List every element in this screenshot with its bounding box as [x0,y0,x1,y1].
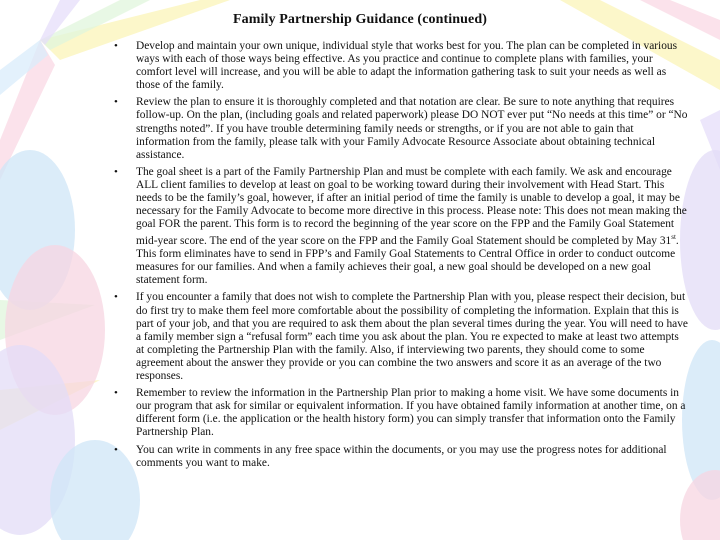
list-item [108,387,688,439]
ordinal-superscript: st [671,233,676,242]
page-title: Family Partnership Guidance (continued) [233,12,487,27]
list-item [108,166,688,288]
bullet-icon: • [114,165,118,178]
list-item [108,444,688,470]
list-item [108,96,688,161]
bullet-text: If you encounter a family that does not wish to complete the Partnership Plan with you, please respect their decision, but do first try to make them feel more comfortable about the possibility of completing the information. Explain that this is part of your job, and that you are required to ask them about the plan several times during the year. You will need to have a family member sign a “refusal form” each time you ask about the plan. You re expected to make at least two attempts at completing the Partnership Plan with the family. Also, if interviewing two parents, they should come to some agreement about the answer they provide or you can combine the two answers and score it as an average of the two responses. [136,291,688,383]
bullet-icon: • [114,96,118,109]
bullet-icon: • [114,387,118,400]
bullet-text-part: The goal sheet is a part of the Family Partnership Plan and must be complete with each family. We ask and encourage ALL client families to develop at least on goal to be working toward during their involvement with Head Start. This needs to be the family’s goal, however, if after an initial period of time the family is unable to develop a goal, it may be necessary for the Family Advocate to become more directive in this process. Please note: This does not mean making the goal FOR the parent. This form is to record the beginning of the year score on the FPP and the Family Goal Statement mid-year score. The end of the year score on the FPP and the Family Goal Statement should be completed by May 31 [136,165,687,248]
bullet-icon: • [114,443,118,456]
bullet-text-part: . This form eliminates have to send in FPP’s and Family Goal Statements to Central Office in order to conduct outcome measures for our families. And when a family achieves their goal, a new goal should be developed on a new goal statement form. [136,235,679,287]
bullet-icon: • [114,40,118,52]
bullet-text: Review the plan to ensure it is thoroughly completed and that notation are clear. Be sure to note anything that requires follow-up. On the plan, (including goals and related paperwork) please DO NOT ever put “No needs at this time” or “No strengths noted”. If you have trouble determining family needs or strengths, or if you are not able to gain that information from the family, please talk with your Family Advocate Resource Associate about obtaining technical assistance. [136,96,688,161]
list-item [108,40,688,92]
bullet-text [136,166,688,288]
list-item [108,291,688,383]
bullet-icon: • [114,291,118,304]
bullet-text: You can write in comments in any free space within the documents, or you may use the progress notes for additional comments you want to make. [136,443,667,469]
bullet-text: Develop and maintain your own unique, individual style that works best for you. The plan can be completed in various ways with each of those ways being effective. As you practice and continue to complete plans with families, your comfort level will increase, and you will be able to adapt the information gathering task to suit your needs as well as those of the family. [136,40,678,92]
guidance-bullet-list [108,40,688,474]
bullet-text: Remember to review the information in the Partnership Plan prior to making a home visit. We have some documents in our program that ask for similar or equivalent information. If you have obtained family information at another time, on a different form (i.e. the application or the health history form) you can simply transfer that information onto the Family Partnership Plan. [136,387,686,439]
balloon-pink-right [680,470,720,540]
